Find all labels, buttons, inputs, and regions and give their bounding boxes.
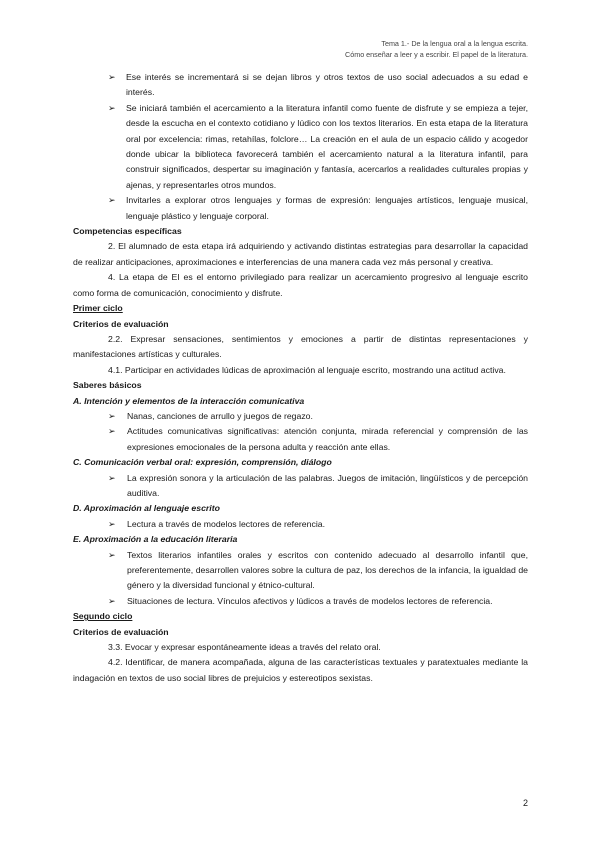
arrow-bullet-icon: ➢	[108, 72, 116, 82]
list-item: ➢ Se iniciará también el acercamiento a la literatura infantil como fuente de disfrute y se empieza a tejer, desde la escucha en el contexto cotidiano y lúdico con los textos literarios. En esta etapa de la literatura oral por excelencia: rimas, retahílas, folclore… La creación en el aula de un espacio cálido y acogedor donde ubicar la biblioteca favorecerá también el acercamiento natural a la literatura infantil, para construir significados, despertar su imaginación y fantasía, acercarlos a realidades culturales propias y ajenas, y representarles otros mundos.	[108, 102, 528, 190]
arrow-bullet-icon: ➢	[108, 518, 116, 529]
document-body	[73, 70, 528, 686]
paragraph: 4.1. Participar en actividades lúdicas de aproximación al lenguaje escrito, mostrando una actitud activa.	[108, 364, 506, 375]
list-item: ➢ Invitarles a explorar otros lenguajes y formas de expresión: lenguajes artísticos, lenguaje musical, lenguaje plástico y lenguaje corporal.	[108, 195, 528, 221]
section-heading: Competencias específicas	[73, 226, 182, 237]
subsection-heading: Criterios de evaluación	[73, 626, 169, 637]
list-item: ➢ Ese interés se incrementará si se dejan libros y otros textos de uso social adecuados a su edad e interés.	[108, 72, 528, 98]
arrow-bullet-icon: ➢	[108, 195, 116, 206]
paragraph: 2.2. Expresar sensaciones, sentimientos y emociones a partir de distintas representaciones y manifestaciones artísticas y culturales.	[73, 333, 528, 360]
arrow-bullet-icon: ➢	[108, 410, 116, 421]
arrow-bullet-icon: ➢	[108, 102, 116, 113]
block-heading: C. Comunicación verbal oral: expresión, comprensión, diálogo	[73, 457, 332, 468]
block-heading: E. Aproximación a la educación literaria	[73, 534, 238, 545]
running-header	[345, 38, 528, 60]
block-heading: A. Intención y elementos de la interacción comunicativa	[73, 395, 305, 406]
list-item: ➢ Actitudes comunicativas significativas: atención conjunta, mirada referencial y comprensión de las expresiones emocionales de la persona adulta y reacción ante ellas.	[108, 426, 528, 452]
block-heading: D. Aproximación al lenguaje escrito	[73, 503, 220, 514]
list-item: ➢ La expresión sonora y la articulación de las palabras. Juegos de imitación, lingüísticos y de percepción auditiva.	[108, 472, 528, 498]
subsection-heading: Criterios de evaluación	[73, 318, 169, 329]
list-item: ➢ Nanas, canciones de arrullo y juegos de regazo.	[73, 409, 528, 424]
paragraph: 2. El alumnado de esta etapa irá adquiriendo y activando distintas estrategias para desarrollar la capacidad de realizar anticipaciones, aproximaciones e interferencias de una manera cada vez más personal y creativa.	[73, 241, 528, 267]
header-line-2: Cómo enseñar a leer y a escribir. El papel de la literatura.	[345, 50, 528, 59]
list-item: ➢ Situaciones de lectura. Vínculos afectivos y lúdicos a través de modelos lectores de referencia.	[73, 594, 528, 609]
arrow-bullet-icon: ➢	[108, 595, 116, 606]
page-number: 2	[522, 798, 528, 808]
section-heading: Segundo ciclo	[73, 611, 133, 622]
paragraph: 4. La etapa de EI es el entorno privilegiado para realizar un acercamiento progresivo al lenguaje escrito como forma de comunicación, conocimiento y disfrute.	[73, 272, 528, 298]
list-item: ➢ Lectura a través de modelos lectores de referencia.	[73, 517, 528, 532]
arrow-bullet-icon: ➢	[108, 426, 116, 437]
arrow-bullet-icon: ➢	[108, 549, 116, 560]
subsection-heading: Saberes básicos	[73, 380, 142, 391]
list-item: ➢ Textos literarios infantiles orales y escritos con contenido adecuado al desarrollo infantil que, preferentemente, desarrollen valores sobre la cultura de paz, los derechos de la infancia, la igualdad de género y la diversidad funcional y étnico-cultural.	[108, 549, 528, 591]
header-line-1: Tema 1.- De la lengua oral a la lengua escrita.	[381, 39, 528, 48]
paragraph: 3.3. Evocar y expresar espontáneamente ideas a través del relato oral.	[108, 642, 381, 653]
section-heading: Primer ciclo	[73, 303, 123, 314]
paragraph: 4.2. Identificar, de manera acompañada, alguna de las características textuales y paratextuales mediante la indagación en textos de uso social libres de prejuicios y estereotipos sexistas.	[73, 657, 528, 683]
arrow-bullet-icon: ➢	[108, 472, 116, 483]
